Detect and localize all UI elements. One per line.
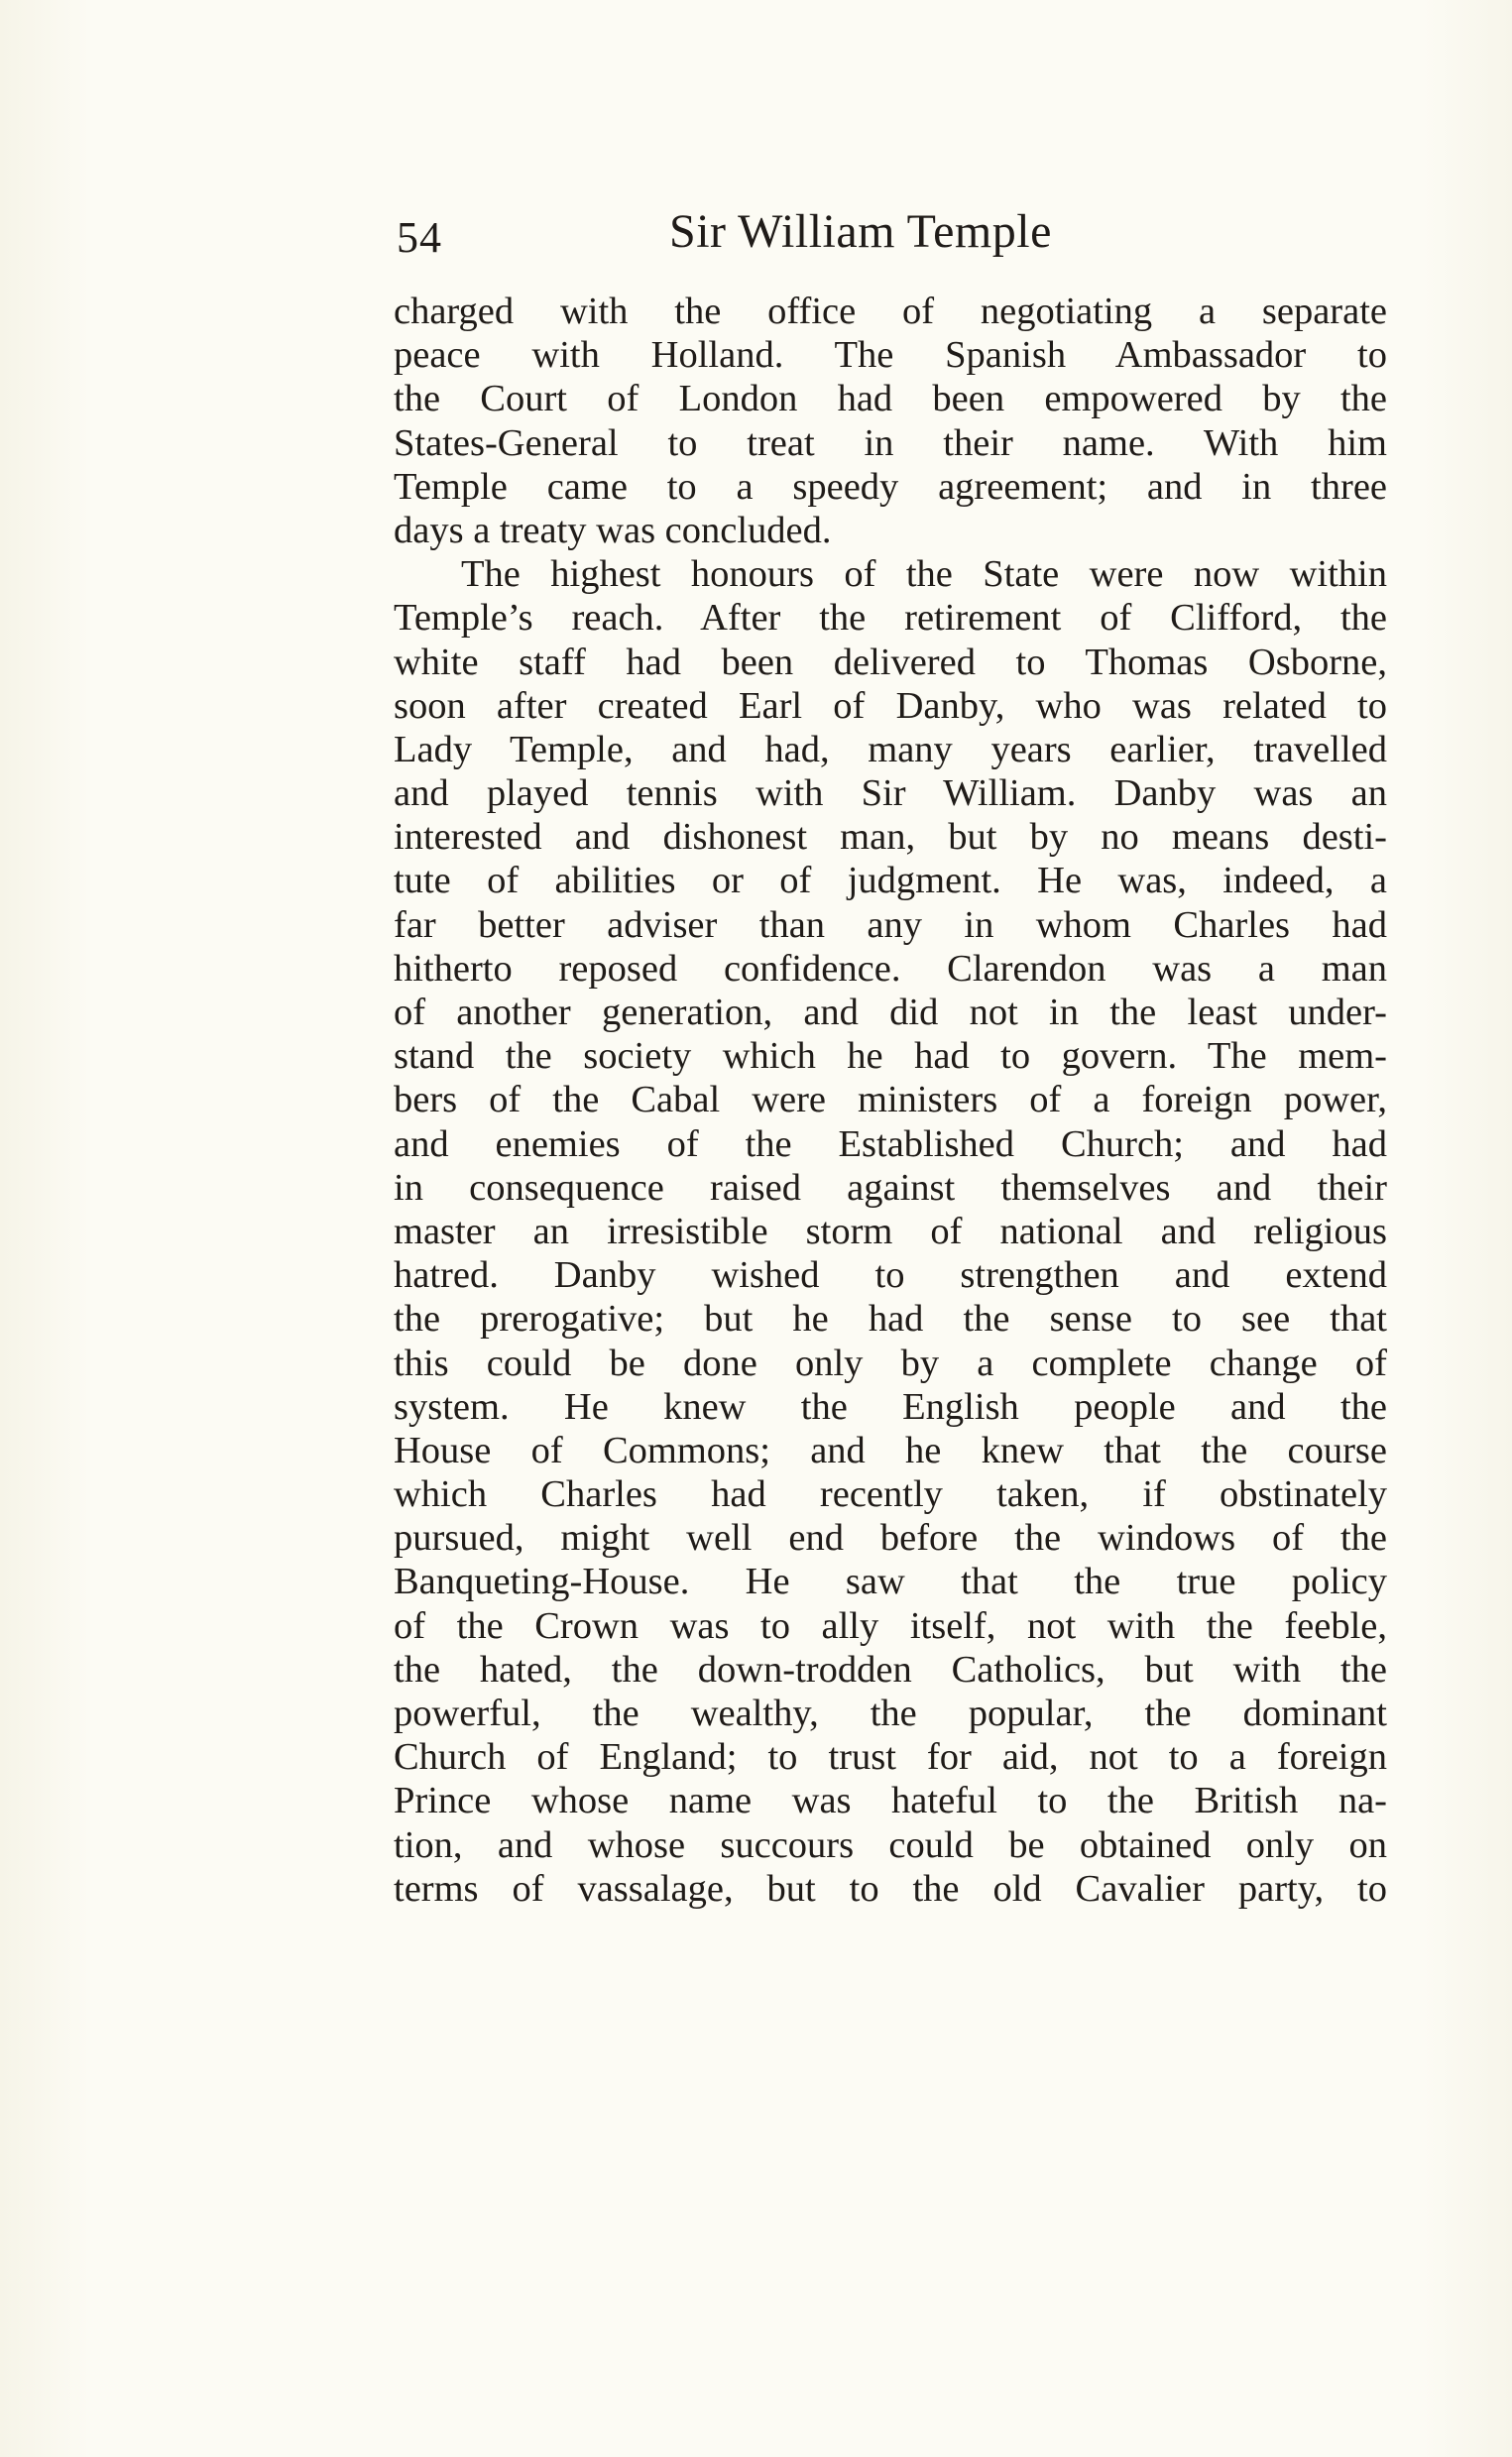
- text-line: Lady Temple, and had, many years earlier, travelled: [394, 728, 1387, 770]
- text-line: tute of abilities or of judgment. He was, indeed, a: [394, 860, 1387, 902]
- text-line: powerful, the wealthy, the popular, the dominant: [394, 1693, 1387, 1734]
- running-title: Sir William Temple: [669, 205, 1052, 258]
- text-line: terms of vassalage, but to the old Cavalier party, to: [394, 1867, 1387, 1910]
- text-line: Temple came to a speedy agreement; and in three: [394, 465, 1387, 508]
- page-header: [397, 198, 1388, 268]
- text-line: which Charles had recently taken, if obstinately: [394, 1473, 1387, 1516]
- text-line: this could be done only by a complete change of: [394, 1342, 1387, 1384]
- text-line: days a treaty was concluded.: [394, 509, 832, 551]
- text-line: interested and dishonest man, but by no means desti-: [394, 816, 1387, 859]
- text-line: Prince whose name was hateful to the British na-: [394, 1780, 1387, 1822]
- text-line: House of Commons; and he knew that the course: [394, 1429, 1387, 1471]
- text-line: charged with the office of negotiating a separate: [394, 291, 1387, 332]
- text-line: peace with Holland. The Spanish Ambassador to: [394, 334, 1387, 377]
- text-line: Banqueting-House. He saw that the true policy: [394, 1561, 1387, 1603]
- text-line: bers of the Cabal were ministers of a foreign power,: [394, 1079, 1387, 1121]
- text-line: of the Crown was to ally itself, not with the feeble,: [394, 1604, 1387, 1647]
- text-line: in consequence raised against themselves and their: [394, 1166, 1387, 1209]
- text-line: hitherto reposed confidence. Clarendon was a man: [394, 947, 1387, 990]
- text-line: Temple’s reach. After the retirement of Clifford, the: [394, 597, 1387, 640]
- text-line: of another generation, and did not in the least under-: [394, 992, 1387, 1033]
- text-line: the Court of London had been empowered by the: [394, 378, 1387, 420]
- text-line: soon after created Earl of Danby, who was related to: [394, 684, 1387, 727]
- body-text: [394, 290, 1387, 1911]
- text-line: pursued, might well end before the windows of the: [394, 1517, 1387, 1560]
- text-line: far better adviser than any in whom Charles had: [394, 903, 1387, 946]
- text-line: tion, and whose succours could be obtained only on: [394, 1823, 1387, 1866]
- text-line: white staff had been delivered to Thomas Osborne,: [394, 641, 1387, 683]
- text-line: States-General to treat in their name. With him: [394, 421, 1387, 464]
- text-line: master an irresistible storm of national and religious: [394, 1210, 1387, 1252]
- text-line: system. He knew the English people and the: [394, 1385, 1387, 1428]
- text-line: The highest honours of the State were now within: [461, 553, 1387, 596]
- text-line: and enemies of the Established Church; and had: [394, 1122, 1387, 1165]
- text-line: Church of England; to trust for aid, not to a foreign: [394, 1736, 1387, 1779]
- text-line: the hated, the down-trodden Catholics, but with the: [394, 1648, 1387, 1691]
- text-line: the prerogative; but he had the sense to see that: [394, 1298, 1387, 1341]
- page-number: 54: [397, 213, 442, 262]
- text-line: and played tennis with Sir William. Danby was an: [394, 772, 1387, 815]
- text-line: hatred. Danby wished to strengthen and extend: [394, 1254, 1387, 1297]
- text-line: stand the society which he had to govern. The mem-: [394, 1035, 1387, 1078]
